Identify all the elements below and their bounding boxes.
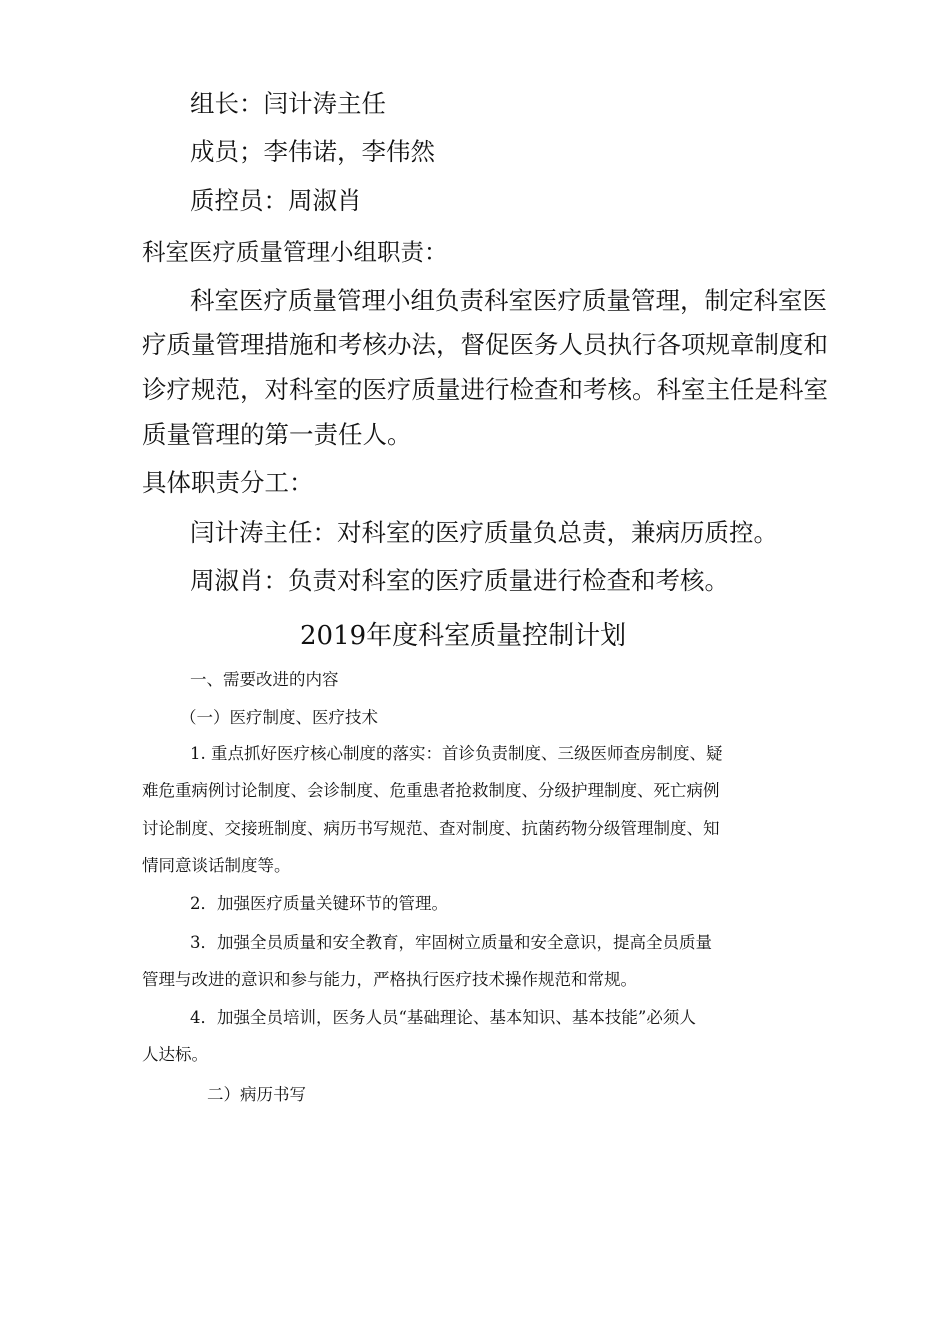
group-leader: 组长：闫计涛主任 xyxy=(190,89,386,118)
item-line: 难危重病例讨论制度、会诊制度、危重患者抢救制度、分级护理制度、死亡病例 xyxy=(142,781,720,800)
section-heading: 一、需要改进的内容 xyxy=(190,670,339,689)
division-item: 周淑肖：负责对科室的医疗质量进行检查和考核。 xyxy=(190,566,729,595)
item-line: 2．加强医疗质量关键环节的管理。 xyxy=(190,894,448,913)
duties-paragraph-line: 质量管理的第一责任人。 xyxy=(142,420,412,449)
duties-paragraph-line: 科室医疗质量管理小组负责科室医疗质量管理，制定科室医 xyxy=(190,286,827,315)
subsection-heading: （一）医疗制度、医疗技术 xyxy=(180,708,378,727)
group-qc: 质控员：周淑肖 xyxy=(190,186,362,215)
subsection-heading: 二）病历书写 xyxy=(207,1085,306,1104)
duties-paragraph-line: 诊疗规范，对科室的医疗质量进行检查和考核。科室主任是科室 xyxy=(142,375,828,404)
item-line: 人达标。 xyxy=(142,1045,208,1064)
item-line: 讨论制度、交接班制度、病历书写规范、查对制度、抗菌药物分级管理制度、知 xyxy=(142,819,720,838)
duties-paragraph-line: 疗质量管理措施和考核办法，督促医务人员执行各项规章制度和 xyxy=(142,330,828,359)
division-item: 闫计涛主任：对科室的医疗质量负总责，兼病历质控。 xyxy=(190,518,778,547)
division-heading: 具体职责分工： xyxy=(142,468,314,497)
item-line: 3．加强全员质量和安全教育，牢固树立质量和安全意识，提高全员质量 xyxy=(190,933,712,952)
group-members: 成员；李伟诺，李伟然 xyxy=(190,137,435,166)
item-line: 4．加强全员培训，医务人员“基础理论、基本知识、基本技能”必须人 xyxy=(190,1008,696,1027)
duties-heading: 科室医疗质量管理小组职责： xyxy=(142,238,448,266)
item-line: 1. 重点抓好医疗核心制度的落实：首诊负责制度、三级医师查房制度、疑 xyxy=(190,744,723,763)
plan-title: 2019年度科室质量控制计划 xyxy=(300,621,627,651)
item-line: 情同意谈话制度等。 xyxy=(142,856,291,875)
item-line: 管理与改进的意识和参与能力，严格执行医疗技术操作规范和常规。 xyxy=(142,970,637,989)
